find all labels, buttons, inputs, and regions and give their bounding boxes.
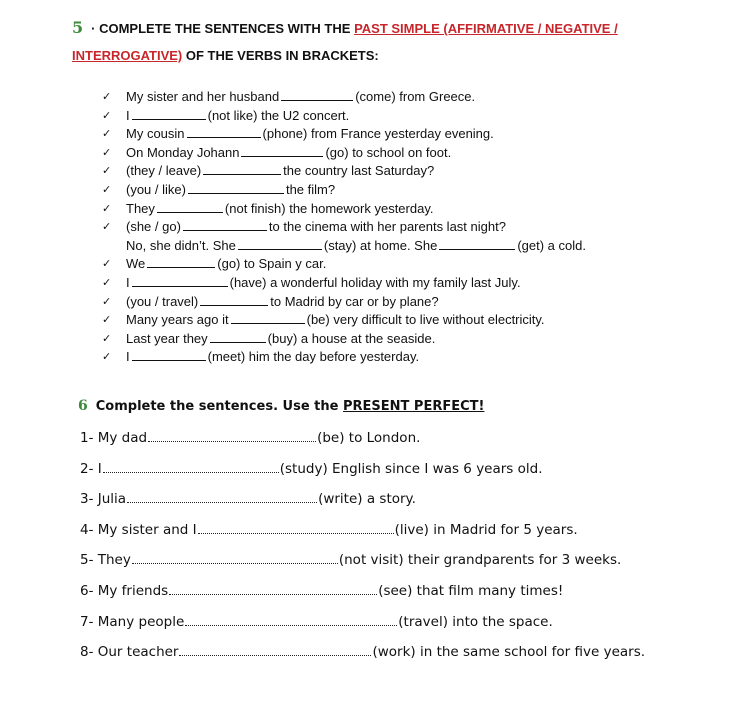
item-prefix: 3- Julia (80, 491, 127, 508)
check-icon: ✓ (102, 276, 112, 289)
exercise-6-heading (78, 398, 484, 414)
item-suffix: (meet) him the day before yesterday. (207, 349, 420, 365)
item-suffix: (see) that film many times! (378, 582, 564, 599)
answer-blank[interactable] (132, 348, 206, 361)
answer-blank[interactable] (179, 643, 371, 656)
item-suffix: to the cinema with her parents last night? (268, 219, 506, 235)
check-icon: ✓ (102, 351, 112, 364)
list-item (100, 218, 660, 237)
check-icon: ✓ (102, 295, 112, 308)
item-prefix: My cousin (126, 126, 185, 142)
exercise-5-tense-cont: INTERROGATIVE) (72, 48, 183, 63)
item-prefix: I (126, 274, 130, 290)
check-icon: ✓ (102, 146, 112, 159)
item-suffix: (go) to school on foot. (325, 144, 452, 160)
item-suffix: (go) to Spain y car. (217, 256, 327, 272)
item-suffix: (live) in Madrid for 5 years. (394, 521, 578, 538)
list-item (100, 125, 660, 144)
check-icon: ✓ (102, 165, 112, 178)
answer-blank[interactable] (210, 330, 266, 343)
answer-blank[interactable] (132, 274, 228, 287)
item-prefix: 2- I (80, 460, 102, 477)
exercise-6-number: 6 (78, 398, 88, 414)
exercise-5-tense: PAST SIMPLE (AFFIRMATIVE / NEGATIVE / (354, 21, 618, 36)
check-icon: ✓ (102, 91, 112, 103)
item-suffix: (get) a cold. (517, 237, 586, 253)
answer-blank[interactable] (127, 490, 317, 503)
list-item (100, 348, 660, 367)
item-prefix: On Monday Johann (126, 144, 240, 160)
list-item (100, 237, 660, 256)
item-suffix: (come) from Greece. (355, 89, 476, 104)
item-prefix: No, she didn’t. She (126, 237, 236, 253)
item-suffix: (not finish) the homework yesterday. (224, 200, 434, 216)
answer-blank[interactable] (200, 293, 268, 306)
answer-blank[interactable] (185, 613, 397, 626)
item-prefix: I (126, 107, 130, 123)
check-icon: ✓ (102, 202, 112, 215)
list-item (80, 581, 645, 612)
list-item (80, 550, 645, 581)
exercise-5-list (100, 88, 660, 367)
item-prefix: We (126, 256, 146, 272)
check-icon: ✓ (102, 183, 112, 196)
item-suffix: (be) to London. (317, 430, 421, 446)
item-prefix: (you / travel) (126, 293, 199, 309)
answer-blank[interactable] (187, 125, 261, 138)
exercise-6-tense: PRESENT PERFECT! (343, 399, 485, 414)
answer-blank[interactable] (231, 311, 305, 324)
item-suffix: the film? (285, 181, 336, 197)
item-prefix: 4- My sister and I (80, 521, 197, 538)
list-item (100, 181, 660, 200)
check-icon: ✓ (102, 314, 112, 327)
item-suffix: (phone) from France yesterday evening. (262, 126, 494, 142)
list-item (100, 255, 660, 274)
item-prefix: 6- My friends (80, 582, 169, 599)
exercise-5-number: 5 (72, 18, 84, 37)
check-icon: ✓ (102, 109, 112, 122)
item-suffix: (be) very difficult to live without electricity. (306, 312, 545, 328)
check-icon: ✓ (102, 221, 112, 234)
list-item (100, 107, 660, 126)
item-suffix: to Madrid by car or by plane? (270, 293, 439, 309)
item-suffix: (travel) into the space. (398, 613, 553, 630)
check-icon: ✓ (102, 332, 112, 345)
item-suffix: (work) in the same school for five years. (372, 644, 646, 661)
item-suffix: (buy) a house at the seaside. (267, 330, 436, 346)
item-prefix: 8- Our teacher (80, 644, 179, 661)
list-item (100, 88, 660, 107)
check-icon: ✓ (102, 128, 112, 141)
item-prefix: (she / go) (126, 219, 181, 235)
answer-blank[interactable] (132, 551, 338, 564)
answer-blank[interactable] (157, 200, 223, 213)
list-item (100, 311, 660, 330)
list-item (100, 144, 660, 163)
item-prefix: I (126, 349, 130, 365)
item-suffix: (not like) the U2 concert. (207, 107, 350, 123)
answer-blank[interactable] (203, 162, 281, 175)
item-prefix: 1- My dad (80, 430, 148, 446)
answer-blank[interactable] (132, 107, 206, 120)
exercise-5-intro: · COMPLETE THE SENTENCES WITH THE (91, 21, 351, 36)
item-prefix: They (126, 200, 155, 216)
list-item (100, 274, 660, 293)
list-item (100, 162, 660, 181)
item-prefix: Last year they (126, 330, 208, 346)
item-prefix: 7- Many people (80, 613, 185, 630)
item-prefix: 5- They (80, 552, 131, 569)
item-suffix: (study) English since I was 6 years old. (279, 460, 543, 477)
answer-blank[interactable] (183, 218, 267, 231)
item-prefix: (you / like) (126, 181, 186, 197)
list-item (80, 642, 645, 673)
item-suffix: the country last Saturday? (283, 163, 435, 179)
item-suffix: (write) a story. (318, 491, 416, 508)
answer-blank[interactable] (148, 429, 316, 442)
list-item (100, 330, 660, 349)
list-item (80, 520, 645, 551)
exercise-6-list (80, 428, 645, 673)
list-item (80, 428, 645, 459)
item-prefix: Many years ago it (126, 312, 229, 328)
exercise-5-heading (72, 14, 732, 69)
item-prefix: (they / leave) (126, 163, 202, 179)
exercise-6-intro: Complete the sentences. Use the (95, 399, 339, 414)
answer-blank[interactable] (188, 181, 284, 194)
answer-blank[interactable] (147, 255, 215, 268)
answer-blank[interactable] (198, 521, 394, 534)
answer-blank[interactable] (439, 237, 515, 250)
answer-blank[interactable] (281, 88, 353, 101)
answer-blank[interactable] (238, 237, 322, 250)
item-suffix: (stay) at home. She (323, 237, 438, 253)
check-icon: ✓ (102, 258, 112, 271)
list-item (80, 489, 645, 520)
item-suffix: (have) a wonderful holiday with my family last July. (229, 274, 521, 290)
list-item (100, 200, 660, 219)
exercise-5-tail: OF THE VERBS IN BRACKETS: (185, 48, 379, 63)
item-suffix: (not visit) their grandparents for 3 weeks. (338, 552, 622, 569)
answer-blank[interactable] (169, 582, 377, 595)
list-item (100, 293, 660, 312)
item-prefix: My sister and her husband (126, 89, 280, 104)
answer-blank[interactable] (241, 144, 323, 157)
list-item (80, 612, 645, 643)
answer-blank[interactable] (103, 460, 279, 473)
list-item (80, 459, 645, 490)
